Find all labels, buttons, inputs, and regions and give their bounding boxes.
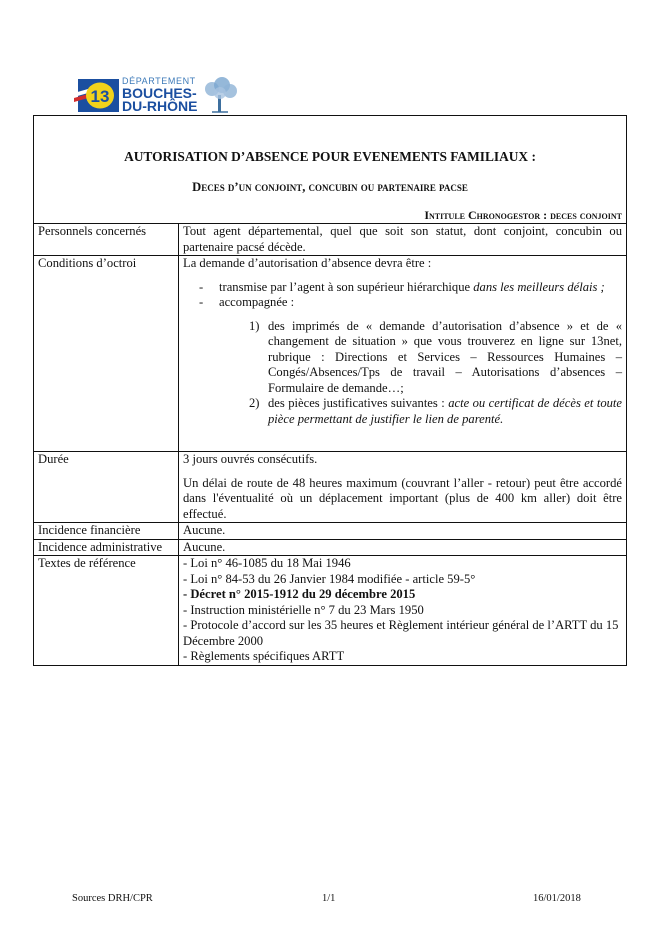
absence-authorization-table	[33, 115, 627, 666]
duree-delay-text: Un délai de route de 48 heures maximum (couvrant l’aller - retour) peut être accordé dans l'éventualité où un déplacement important (plus de 400 km aller) doit être effectué.	[183, 475, 622, 521]
conditions-item-text: accompagnée :	[219, 295, 295, 309]
documents-list	[249, 319, 622, 428]
table-row	[34, 556, 627, 666]
reference-item: - Protocole d’accord sur les 35 heures et Règlement intérieur général de l’ARTT du 15 Décembre 2000	[183, 618, 619, 648]
row-label-textes: Textes de référence	[34, 556, 179, 666]
item-number: 2)	[249, 396, 260, 410]
chronogestor-label: Intitule Chronogestor : deces conjoint	[424, 207, 622, 222]
conditions-intro: La demande d’autorisation d’absence devra être :	[183, 256, 432, 270]
reference-item: - Règlements spécifiques ARTT	[183, 649, 345, 663]
logo-text-du-rhone: DU-RHÔNE	[122, 98, 198, 114]
logo-badge-13-icon	[74, 79, 119, 112]
conditions-item	[183, 295, 622, 311]
table-header-row	[34, 116, 627, 224]
documents-item-italic: acte ou certificat de décès et toute pièce permettant de justifier le lien de parenté.	[268, 396, 622, 426]
row-value-conditions	[179, 256, 627, 452]
row-label-personnels: Personnels concernés	[34, 224, 179, 256]
row-value-personnels: Tout agent départemental, quel que soit son statut, dont conjoint, concubin ou partenaire pacsé décède.	[179, 224, 627, 256]
row-value-duree	[179, 452, 627, 523]
document-title: AUTORISATION D’ABSENCE POUR EVENEMENTS FAMILIAUX :	[124, 149, 536, 164]
duree-text: 3 jours ouvrés consécutifs.	[183, 452, 318, 466]
logo-text-departement: DÉPARTEMENT	[122, 76, 196, 86]
table-row	[34, 224, 627, 256]
reference-item: - Loi n° 46-1085 du 18 Mai 1946	[183, 556, 351, 570]
footer-source: Sources DRH/CPR	[72, 893, 153, 904]
conditions-item	[183, 280, 622, 296]
document-subtitle: Deces d’un conjoint, concubin ou partenaire pacse	[192, 180, 468, 194]
conditions-list	[183, 280, 622, 311]
dash-bullet: -	[199, 295, 204, 309]
svg-text:13: 13	[90, 87, 110, 106]
row-value-financiere: Aucune.	[179, 523, 627, 540]
footer-page-number: 1/1	[322, 893, 336, 904]
document-header	[34, 116, 627, 224]
documents-item	[249, 319, 622, 397]
olive-tree-icon	[200, 77, 240, 113]
row-value-textes	[179, 556, 627, 666]
reference-item: - Loi n° 84-53 du 26 Janvier 1984 modifiée - article 59-5°	[183, 571, 476, 586]
footer-date: 16/01/2018	[533, 893, 581, 904]
table-row	[34, 256, 627, 452]
conditions-item-italic: dans les meilleurs délais ;	[473, 279, 605, 294]
row-value-administrative: Aucune.	[179, 539, 627, 556]
item-number: 1)	[249, 318, 260, 333]
reference-item: - Décret n° 2015-1912 du 29 décembre 2015	[183, 587, 416, 601]
documents-item-text: des imprimés de « demande d’autorisation d’absence » et de « changement de situation » que vous trouverez en ligne sur 13net, rubrique : Directions et Services – Ressources Humaines – Congés/Absences/Tps de travail – Autorisations d’absences – Formulaire de demande…;	[268, 318, 622, 395]
table-row	[34, 452, 627, 523]
documents-item	[249, 396, 622, 427]
reference-item: - Instruction ministérielle n° 7 du 23 Mars 1950	[183, 602, 424, 617]
table-row	[34, 523, 627, 540]
department-logo	[74, 75, 244, 115]
conditions-item-text: transmise par l’agent à son supérieur hiérarchique	[219, 279, 474, 294]
documents-item-text: des pièces justificatives suivantes :	[268, 396, 449, 410]
row-label-administrative: Incidence administrative	[34, 539, 179, 556]
dash-bullet: -	[199, 279, 204, 294]
row-label-conditions: Conditions d’octroi	[34, 256, 179, 452]
logo-text-bouches: BOUCHES-	[122, 85, 197, 101]
row-label-duree: Durée	[34, 452, 179, 523]
table-row	[34, 539, 627, 556]
row-label-financiere: Incidence financière	[34, 523, 179, 540]
